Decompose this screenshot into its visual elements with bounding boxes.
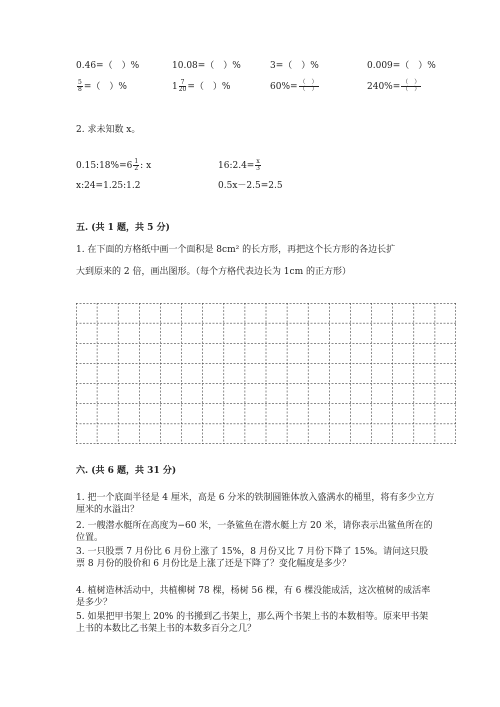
fraction: $\frac{( )}{( )}$ <box>299 79 318 93</box>
grid-paper[interactable] <box>76 303 456 444</box>
equation-2: 16:2.4= $\frac{x}{3}$ <box>218 158 260 172</box>
conversion-item-6: 1 $\frac{7}{20}$ =（ ）% <box>172 79 231 93</box>
equation-1: 0.15:18%=6 $\frac{1}{2}$ : x <box>76 158 152 172</box>
question-heading: 2. 求未知数 x。 <box>76 125 141 135</box>
equation-4: 0.5x－2.5=2.5 <box>218 181 283 191</box>
fraction: $\frac{5}{8}$ <box>78 79 82 93</box>
conversion-item-5: $\frac{5}{8}$ =（ ）% <box>78 79 127 93</box>
fraction: $\frac{7}{20}$ <box>178 79 187 93</box>
question-text: 1. 在下面的方格纸中画一个面积是 8cm² 的长方形，再把这个长方形的各边长扩 <box>76 245 396 255</box>
equation-3: x:24=1.25:1.2 <box>76 181 141 191</box>
conversion-item-4: 0.009=（ ）% <box>367 61 436 71</box>
conversion-item-8: 240%= $\frac{( )}{( )}$ <box>367 79 421 93</box>
conversion-item-7: 60%= $\frac{( )}{( )}$ <box>270 79 318 93</box>
conversion-item-1: 0.46=（ ）% <box>76 61 140 71</box>
fraction: $\frac{1}{2}$ <box>134 158 139 172</box>
problem-5: 5. 如果把甲书架上 20% 的书搬到乙书架上，那么两个书架上书的本数相等。原来甲书架上书的本数比乙书架上书的本数多百分之几？ <box>76 612 429 634</box>
conversion-item-3: 3=（ ）% <box>270 61 319 71</box>
problem-3: 3. 一只股票 7 月份比 6 月份上涨了 15%，8 月份又比 7 月份下降了 15%。请问这只股票 8 月份的股价和 6 月份比是上涨了还是下降了？变化幅度是多少？ <box>76 547 429 569</box>
problem-2: 2. 一艘潜水艇所在高度为−60 米，一条鲨鱼在潜水艇上方 20 米，请你表示出鲨鱼所在的位置。 <box>76 521 433 543</box>
question-text: 大到原来的 2 倍，画出图形。（每个方格代表边长为 1cm 的正方形） <box>76 267 351 277</box>
fraction: $\frac{( )}{( )}$ <box>402 79 421 93</box>
section-title: 五. (共 1 题，共 5 分) <box>76 223 170 233</box>
problem-4: 4. 植树造林活动中，共植柳树 78 棵，杨树 56 棵，有 6 棵没能成活，这次植树的成活率是多少？ <box>76 586 431 608</box>
section-title: 六. (共 6 题，共 31 分) <box>76 466 177 476</box>
fraction: $\frac{x}{3}$ <box>256 158 260 172</box>
conversion-item-2: 10.08=（ ）% <box>172 61 241 71</box>
problem-1: 1. 把一个底面半径是 4 厘米，高是 6 分米的铁制圆锥体放入盛满水的桶里，将有多少立方厘米的水溢出？ <box>76 493 435 515</box>
